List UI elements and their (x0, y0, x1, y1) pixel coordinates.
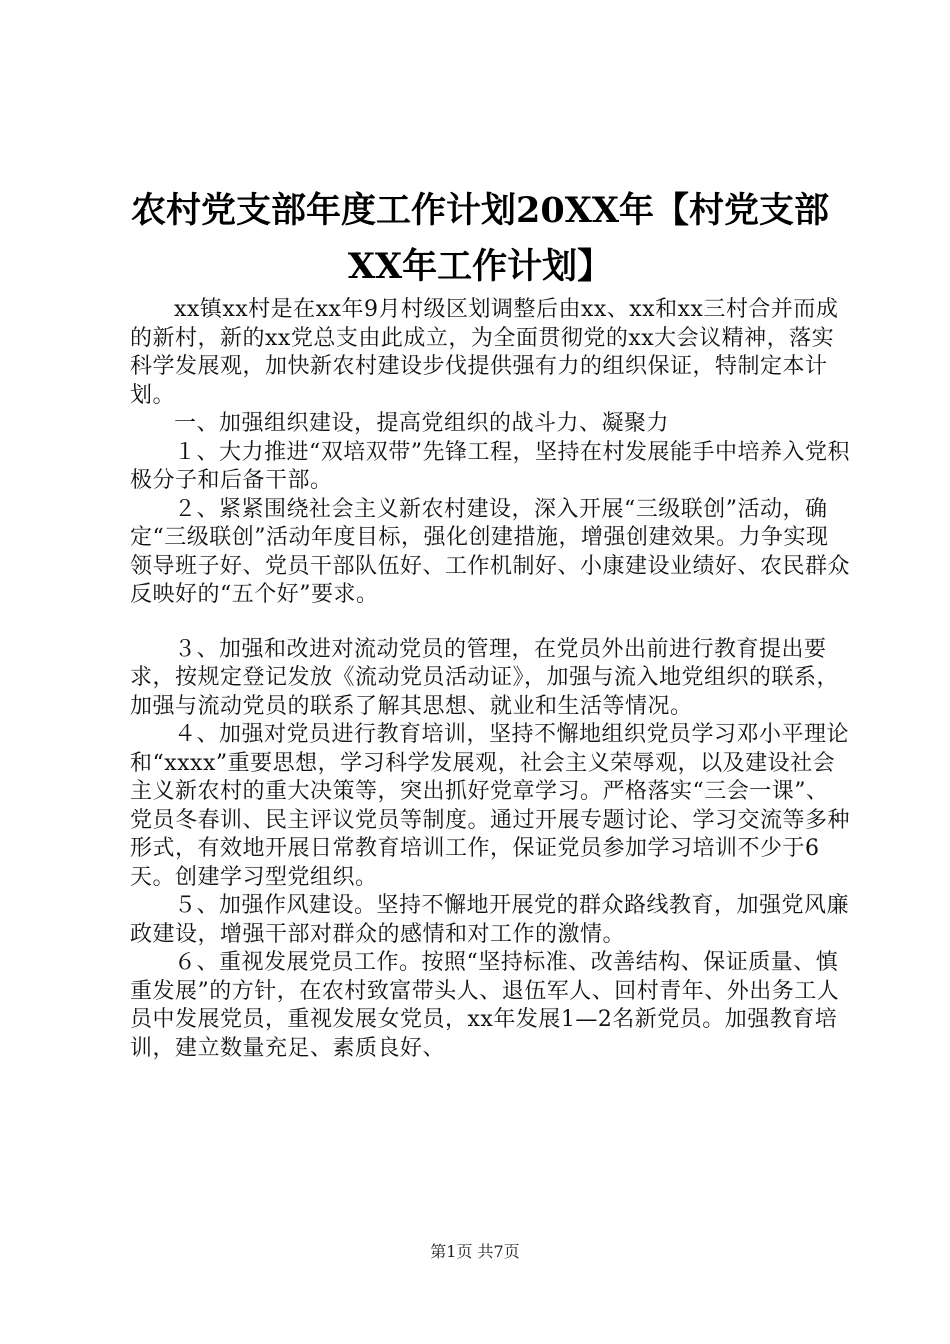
intro-paragraph: xx镇xx村是在xx年9月村级区划调整后由xx、xx和xx三村合并而成的新村，新的xx党总支由此成立，为全面贯彻党的xx大会议精神，落实科学发展观，加快新农村建设步伐提供强有力的组织保证，特制定本计划。 (130, 297, 839, 408)
title-line-1: 农村党支部年度工作计划20XX年【村党支部 (130, 190, 830, 231)
item-paragraph-2: ２、紧紧围绕社会主义新农村建设，深入开展“三级联创”活动，确定“三级联创”活动年度目标，强化创建措施，增强创建效果。力争实现领导班子好、党员干部队伍好、工作机制好、小康建设业绩好、农民群众反映好的“五个好”要求。 (130, 496, 851, 607)
item-paragraph-1: １、大力推进“双培双带”先锋工程，坚持在村发展能手中培养入党积极分子和后备干部。 (130, 439, 850, 493)
item-paragraph-4: ４、加强对党员进行教育培训，坚持不懈地组织党员学习邓小平理论和“xxxx”重要思想，学习科学发展观，社会主义荣辱观，以及建设社会主义新农村的重大决策等，突出抓好党章学习。严格落实“三会一课”、党员冬春训、民主评议党员等制度。通过开展专题讨论、学习交流等多种形式，有效地开展日常教育培训工作，保证党员参加学习培训不少于6天。创建学习型党组织。 (130, 722, 851, 890)
page-footer: 第1页 共7页 (430, 1242, 520, 1261)
section-heading: 一、加强组织建设，提高党组织的战斗力、凝聚力 (174, 411, 670, 436)
item-paragraph-3: ３、加强和改进对流动党员的管理，在党员外出前进行教育提出要求，按规定登记发放《流动党员活动证》，加强与流入地党组织的联系，加强与流动党员的联系了解其思想、就业和生活等情况。 (130, 636, 840, 719)
item-paragraph-5: ５、加强作风建设。坚持不懈地开展党的群众路线教育，加强党风廉政建设，增强干部对群众的感情和对工作的激情。 (130, 893, 850, 947)
document-body (130, 296, 850, 1063)
item-paragraph-6: ６、重视发展党员工作。按照“坚持标准、改善结构、保证质量、慎重发展”的方针，在农村致富带头人、退伍军人、回村青年、外出务工人员中发展党员，重视发展女党员，xx年发展1—2名新党员。加强教育培训，建立数量充足、素质良好、 (130, 950, 840, 1061)
document-title (120, 183, 840, 295)
title-line-2: XX年工作计划】 (347, 246, 613, 287)
